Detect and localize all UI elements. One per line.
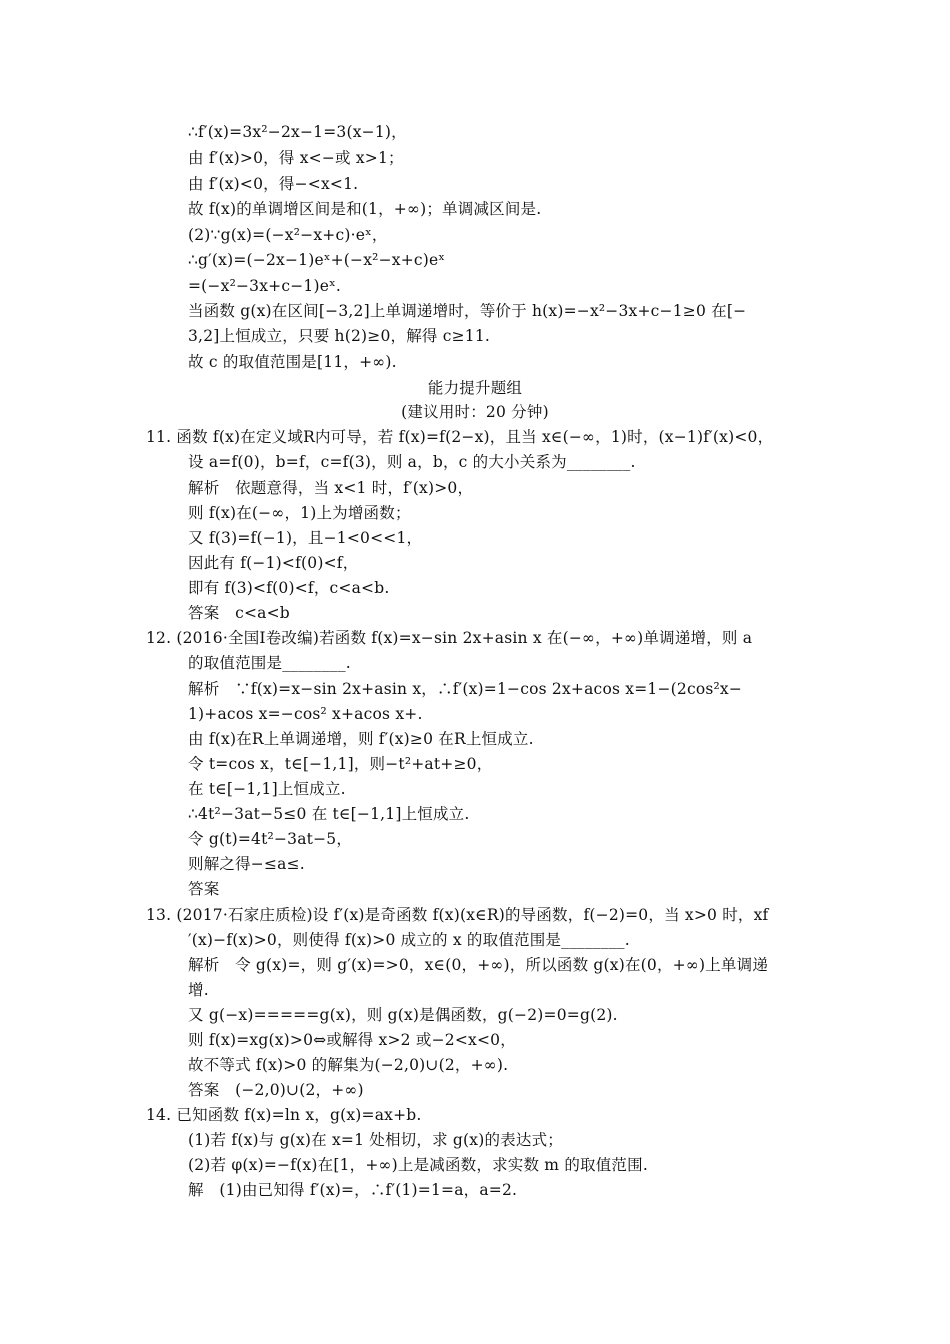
text-line: (2)∵g(x)=(−x²−x+c)·eˣ， — [188, 226, 388, 244]
question-12: 12. (2016·全国Ⅰ卷改编)若函数 f(x)=x−sin 2x+asin x 在(−∞，+∞)单调递增，则 a — [146, 629, 753, 647]
text-line: 增. — [188, 981, 209, 999]
text-line: =(−x²−3x+c−1)eˣ. — [188, 277, 342, 295]
text-line: 令 g(t)=4t²−3at−5， — [188, 830, 353, 848]
answer-line: 答案 (−2,0)∪(2，+∞) — [188, 1081, 364, 1099]
text-line: 令 t=cos x，t∈[−1,1]，则−t²+at+≥0， — [188, 755, 493, 773]
text-line: 当函数 g(x)在区间[−3,2]上单调递增时，等价于 h(x)=−x²−3x+c−1≥0 在[− — [188, 302, 747, 320]
text-line: 故不等式 f(x)>0 的解集为(−2,0)∪(2，+∞). — [188, 1056, 509, 1074]
section-subtitle: (建议用时：20 分钟) — [401, 403, 549, 421]
text-line: 由 f′(x)>0，得 x<−或 x>1； — [188, 149, 404, 167]
text-line: 因此有 f(−1)<f(0)<f， — [188, 554, 359, 572]
text-line: 由 f(x)在R上单调递增，则 f′(x)≥0 在R上恒成立. — [188, 730, 534, 748]
text-line: ′(x)−f(x)>0，则使得 f(x)>0 成立的 x 的取值范围是________. — [188, 931, 630, 949]
text-line: 即有 f(3)<f(0)<f，c<a<b. — [188, 579, 390, 597]
section-title: 能力提升题组 — [427, 379, 523, 397]
text-line: 则 f(x)=xg(x)>0⇔或解得 x>2 或−2<x<0， — [188, 1031, 516, 1049]
text-line: 的取值范围是________. — [188, 654, 351, 672]
text-line: 解析 ∵f(x)=x−sin 2x+asin x，∴f′(x)=1−cos 2x+acos x=1−(2cos²x− — [188, 680, 743, 698]
text-line: 则解之得−≤a≤. — [188, 855, 305, 873]
text-line: (1)若 f(x)与 g(x)在 x=1 处相切，求 g(x)的表达式； — [188, 1131, 563, 1149]
text-line: 解 (1)由已知得 f′(x)=，∴f′(1)=1=a，a=2. — [188, 1181, 518, 1199]
question-11: 11. 函数 f(x)在定义域R内可导，若 f(x)=f(2−x)，且当 x∈(−∞，1)时，(x−1)f′(x)<0， — [146, 428, 774, 446]
text-line: 1)+acos x=−cos² x+acos x+. — [188, 705, 423, 723]
text-line: 解析 依题意得，当 x<1 时，f′(x)>0， — [188, 479, 474, 497]
text-line: 解析 令 g(x)=，则 g′(x)=>0，x∈(0，+∞)，所以函数 g(x)在(0，+∞)上单调递 — [188, 956, 769, 974]
answer-line: 答案 — [188, 880, 220, 898]
text-line: ∴4t²−3at−5≤0 在 t∈[−1,1]上恒成立. — [188, 805, 470, 823]
text-line: 则 f(x)在(−∞，1)上为增函数； — [188, 504, 411, 522]
text-line: 在 t∈[−1,1]上恒成立. — [188, 780, 346, 798]
question-14: 14. 已知函数 f(x)=ln x，g(x)=ax+b. — [146, 1106, 422, 1124]
text-line: 故 c 的取值范围是[11，+∞). — [188, 353, 397, 371]
text-line: 由 f′(x)<0，得−<x<1. — [188, 175, 359, 193]
question-13: 13. (2017·石家庄质检)设 f′(x)是奇函数 f(x)(x∈R)的导函数，f(−2)=0，当 x>0 时，xf — [146, 906, 769, 924]
text-line: ∴g′(x)=(−2x−1)eˣ+(−x²−x+c)eˣ — [188, 251, 446, 269]
answer-line: 答案 c<a<b — [188, 604, 290, 622]
text-line: 3,2]上恒成立，只要 h(2)≥0，解得 c≥11. — [188, 327, 491, 345]
text-line: (2)若 φ(x)=−f(x)在[1，+∞)上是减函数，求实数 m 的取值范围. — [188, 1156, 648, 1174]
text-line: 设 a=f(0)，b=f，c=f(3)，则 a，b，c 的大小关系为________. — [188, 453, 636, 471]
text-line: ∴f′(x)=3x²−2x−1=3(x−1)， — [188, 123, 407, 141]
text-line: 又 f(3)=f(−1)，且−1<0<<1， — [188, 529, 423, 547]
text-line: 故 f(x)的单调增区间是和(1，+∞)；单调减区间是. — [188, 200, 542, 218]
text-line: 又 g(−x)=====g(x)，则 g(x)是偶函数，g(−2)=0=g(2). — [188, 1006, 618, 1024]
